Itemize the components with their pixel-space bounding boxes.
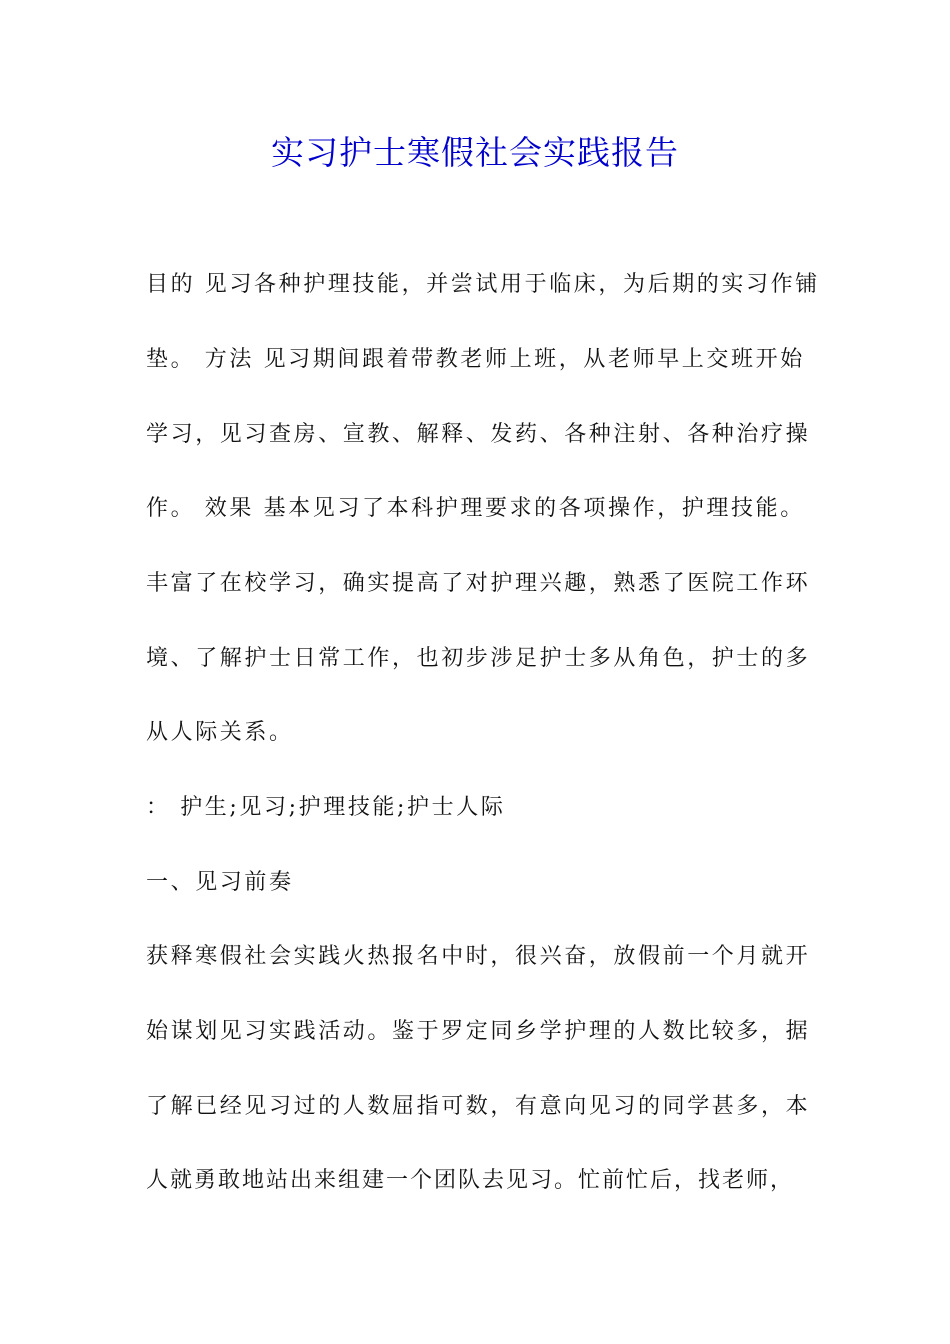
- body-line: 始谋划见习实践活动。鉴于罗定同乡学护理的人数比较多，据: [146, 1019, 811, 1044]
- body-line: 境、了解护士日常工作，也初步涉足护士多从角色，护士的多: [146, 646, 811, 671]
- keywords-line: ： 护生;见习;护理技能;护士人际: [146, 795, 506, 820]
- section-heading: 一、见习前奏: [146, 870, 294, 895]
- body-line: 人就勇敢地站出来组建一个团队去见习。忙前忙后，找老师，: [146, 1168, 795, 1193]
- page-title: 实习护士寒假社会实践报告: [271, 133, 679, 172]
- body-line: 了解已经见习过的人数屈指可数，有意向见习的同学甚多，本: [146, 1094, 811, 1119]
- body-line: 丰富了在校学习，确实提高了对护理兴趣，熟悉了医院工作环: [146, 571, 811, 596]
- body-line: 学习，见习查房、宣教、解释、发药、各种注射、各种治疗操: [146, 422, 811, 447]
- body-line: 获释寒假社会实践火热报名中时，很兴奋，放假前一个月就开: [146, 944, 811, 969]
- body-line: 作。 效果 基本见习了本科护理要求的各项操作，护理技能。: [146, 496, 805, 521]
- body-line: 垫。 方法 见习期间跟着带教老师上班，从老师早上交班开始: [146, 347, 805, 372]
- body-line: 目的 见习各种护理技能，并尝试用于临床，为后期的实习作铺: [146, 272, 820, 297]
- body-line: 从人际关系。: [146, 720, 294, 745]
